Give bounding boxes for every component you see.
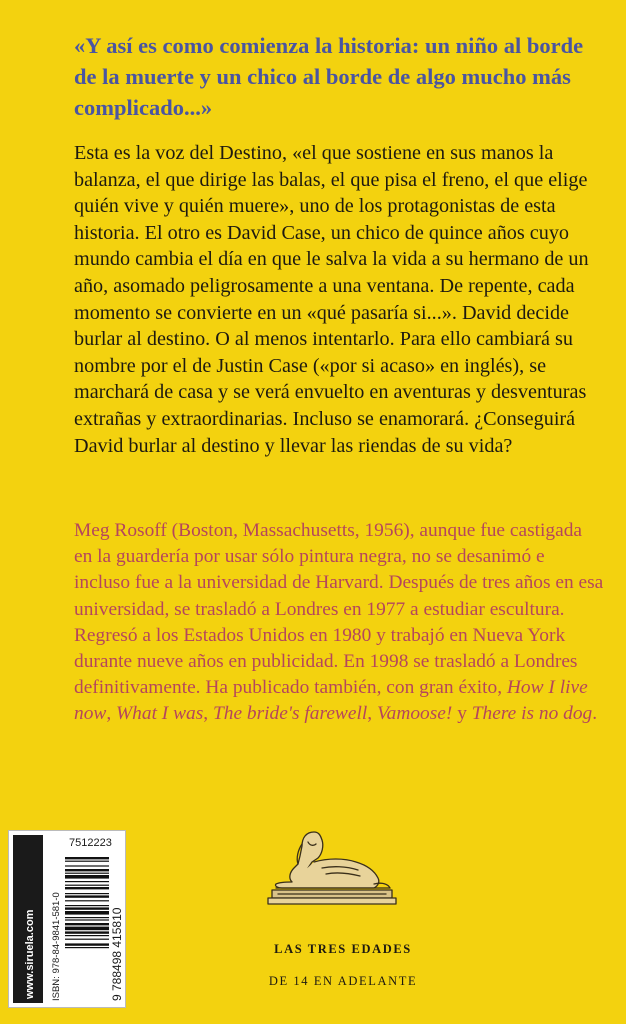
barcode-bar xyxy=(65,900,109,901)
barcode-bar xyxy=(65,865,109,866)
barcode-bar xyxy=(65,907,109,909)
book-title: The bride's farewell xyxy=(213,703,368,725)
bio-separator: , xyxy=(203,703,213,725)
barcode-bar xyxy=(65,895,109,897)
barcode-bar xyxy=(65,911,109,915)
barcode-bar xyxy=(65,919,109,920)
barcode-label xyxy=(8,830,126,1008)
isbn-text: ISBN: 978-84-9841-581-0 xyxy=(51,892,62,1001)
barcode-bar xyxy=(65,943,109,945)
ean-digits: 9 788498 415810 xyxy=(110,907,124,1001)
barcode-bar xyxy=(65,885,109,886)
barcode-bar xyxy=(65,869,109,871)
barcode-bar xyxy=(65,857,109,859)
barcode-bar xyxy=(65,931,109,933)
collection-age: DE 14 EN ADELANTE xyxy=(268,974,418,988)
barcode-graphic xyxy=(9,831,125,1007)
barcode-bar xyxy=(65,935,109,936)
barcode-bars xyxy=(65,857,109,948)
author-bio xyxy=(74,518,604,728)
barcode-bar xyxy=(65,861,109,862)
book-title: What I was xyxy=(116,703,204,725)
bio-text: Meg Rosoff (Boston, Massachusetts, 1956), aunque fue castigada en la guardería por usar sólo pintura negra, no se desanimó e incluso fue a la universidad de Harvard. Después de tres años en esa universidad, se trasladó a Londres en 1977 a estudiar escultura. Regresó a los Estados Unidos en 1980 y trabajó en Nueva York durante nueve años en publicidad. En 1998 se trasladó a Londres definitivamente. Ha publicado también, con gran éxito, xyxy=(74,520,604,699)
bio-end: . xyxy=(592,703,598,725)
barcode-bar xyxy=(65,923,109,925)
barcode-bar xyxy=(65,939,109,940)
synopsis-text: Esta es la voz del Destino, «el que sostiene en sus manos la balanza, el que dirige las balas, el que pisa el freno, el que elige quién vive y quién muere», uno de los protagonistas de esta historia. El otro es David Case, un chico de quince años cuyo mundo cambia el día en que le salva la vida a su hermano de un año, asomado peligrosamente a una ventana. De repente, cada momento se convierte en un «qué pasaría si...». David decide burlar al destino. O al menos intentarlo. Para ello cambiará su nombre por el de Justin Case («por si acaso» en inglés), se marchará de casa y se verá envuelto en aventuras y desventuras extrañas y extraordinarias. Incluso se enamorará. ¿Conseguirá David burlar al destino y llevar las riendas de su vida? xyxy=(74,142,589,457)
sphinx-logo xyxy=(262,828,400,910)
pull-quote: «Y así es como comienza la historia: un niño al borde de la muerte y un chico al borde de algo mucho más complicado...» xyxy=(74,33,584,120)
barcode-bar xyxy=(65,947,109,948)
collection-name: LAS TRES EDADES xyxy=(274,942,412,956)
barcode-bar xyxy=(65,875,109,879)
book-title: How I live now xyxy=(74,677,588,725)
bio-separator: , xyxy=(106,703,117,725)
barcode-bar xyxy=(65,881,109,882)
barcode-bar xyxy=(65,893,109,894)
barcode-bar xyxy=(65,917,109,918)
barcode-bar xyxy=(65,887,109,889)
code-top: 7512223 xyxy=(69,837,112,849)
book-title: Vamoose! xyxy=(376,703,453,725)
barcode-bar xyxy=(65,873,109,874)
barcode-bar xyxy=(65,927,109,931)
book-title: There is no dog xyxy=(471,703,593,725)
barcode-bar xyxy=(65,905,109,906)
bio-separator: y xyxy=(452,703,472,725)
bio-separator: , xyxy=(367,703,377,725)
publisher-url: www.siruela.com xyxy=(24,909,36,999)
